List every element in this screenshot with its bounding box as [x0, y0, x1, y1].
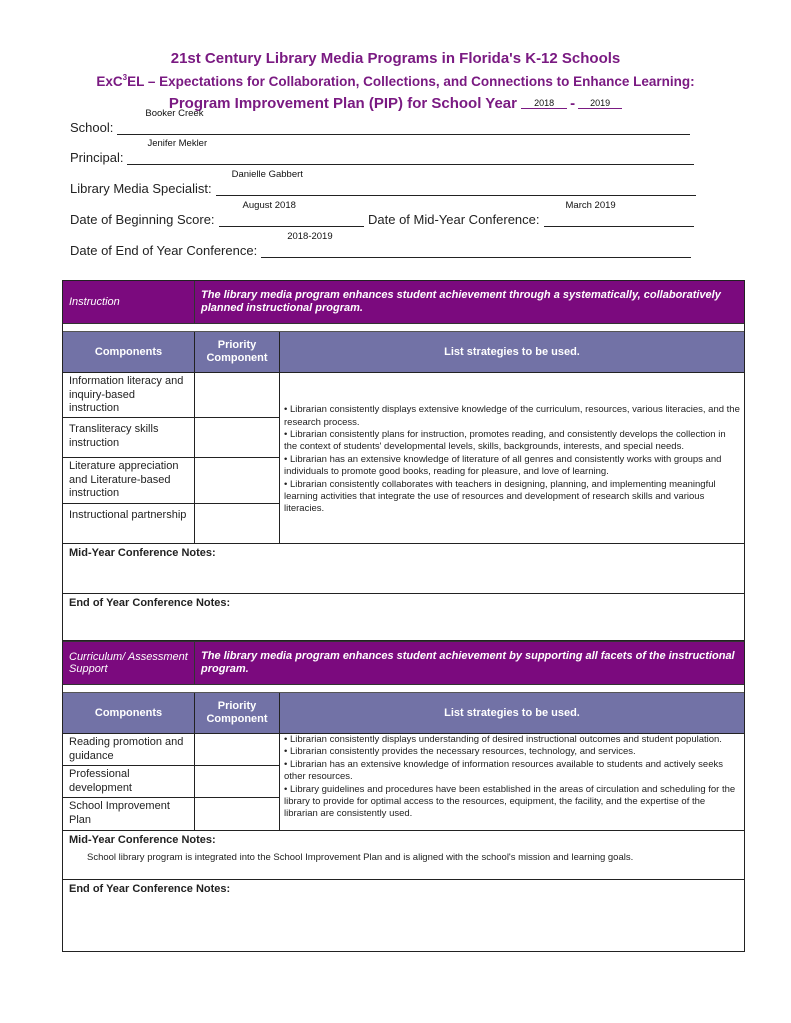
section-spacer: [63, 324, 744, 332]
strategy-item: • Librarian has an extensive knowledge of information resources available to students and actively seeks other resources.: [284, 758, 723, 783]
mid-year-field-row: [368, 200, 694, 227]
components-column-header: Components: [63, 332, 195, 372]
column-header-row: [63, 332, 744, 373]
strategy-item: • Librarian has an extensive knowledge of literature of all genres and consistently works with groups and individuals to promote good books, reading for pleasure, and love of learning.: [284, 453, 722, 478]
instruction-section-table: [62, 280, 745, 952]
mid-year-label: Date of Mid-Year Conference:: [368, 212, 540, 227]
school-input[interactable]: [117, 108, 690, 135]
mid-year-notes-text: School library program is integrated into the School Improvement Plan and is aligned with the school's mission and learning goals.: [87, 852, 634, 863]
school-year-end-field[interactable]: 2019: [578, 98, 622, 109]
priority-cell[interactable]: [195, 373, 280, 417]
principal-input[interactable]: [127, 138, 694, 165]
strategy-item: • Librarian consistently displays extensive knowledge of the curriculum, resources, various literacies, and the research process.: [284, 404, 740, 428]
strategies-column-header: List strategies to be used.: [444, 706, 580, 719]
strategy-item: • Librarian consistently plans for instruction, promotes reading, and consistently develops the collection in the context of students' developmental levels, skills, backgrounds, interests, and special needs.: [284, 428, 726, 453]
component-name: Information literacy and inquiry-based instruction: [63, 373, 195, 417]
beginning-score-label: Date of Beginning Score:: [70, 212, 215, 227]
priority-column-header: Priority Component: [195, 332, 280, 372]
priority-cell[interactable]: [195, 766, 280, 797]
component-row: [63, 418, 280, 458]
end-year-label: Date of End of Year Conference:: [70, 243, 258, 258]
principal-value: Jenifer Mekler: [147, 138, 208, 149]
section-header: [63, 281, 744, 324]
beginning-score-input[interactable]: [219, 200, 364, 227]
section-spacer: [63, 685, 744, 693]
components-column-header: Components: [63, 693, 195, 733]
column-header-row: [63, 693, 744, 734]
component-row: [63, 373, 280, 418]
specialist-value: Danielle Gabbert: [231, 169, 303, 180]
plan-heading-text: Program Improvement Plan (PIP) for School Year: [168, 95, 517, 112]
strategy-item: • Librarian consistently collaborates with teachers in designing, planning, and implementing meaningful learning activities that integrate the use of resources and development of research skills and various literacies.: [284, 478, 716, 515]
component-name: Instructional partnership: [63, 504, 195, 543]
subtitle-superscript: 3: [122, 73, 128, 82]
section-description: The library media program enhances student achievement through a systematically, collaboratively planned instructional program.: [201, 289, 721, 314]
end-year-notes-label: End of Year Conference Notes:: [69, 883, 231, 895]
priority-cell[interactable]: [195, 734, 280, 765]
principal-field-row: [70, 138, 694, 165]
beginning-score-field-row: [70, 200, 364, 227]
principal-label: Principal:: [70, 150, 124, 165]
component-name: Professional development: [63, 766, 195, 797]
mid-year-value: March 2019: [565, 200, 616, 211]
end-year-field-row: [70, 231, 691, 258]
strategies-cell[interactable]: [280, 373, 744, 543]
component-row: [63, 504, 280, 543]
components-body: [63, 373, 744, 544]
mid-year-notes-box[interactable]: [63, 831, 744, 880]
school-value: Booker Creek: [145, 108, 204, 119]
end-year-notes-box[interactable]: [63, 594, 744, 641]
mid-year-notes-box[interactable]: [63, 544, 744, 594]
priority-cell[interactable]: [195, 418, 280, 457]
section-name: Instruction: [63, 281, 195, 323]
subtitle-suffix: EL – Expectations for Collaboration, Collections, and Connections to Enhance Learning:: [127, 74, 695, 89]
component-row: [63, 766, 280, 798]
strategy-item: • Library guidelines and procedures have been established in the areas of circulation and scheduling for the library to provide for optimal access to the resources, equipment, the facility, and the expertise of the librarian are consistently used.: [284, 783, 736, 820]
section-name: Curriculum/ Assessment Support: [63, 642, 195, 684]
section-header: [63, 641, 744, 685]
plan-heading: [0, 95, 791, 112]
mid-year-notes-label: Mid-Year Conference Notes:: [69, 834, 216, 846]
component-name: Reading promotion and guidance: [63, 734, 195, 765]
school-field-row: [70, 108, 690, 135]
mid-year-notes-label: Mid-Year Conference Notes:: [69, 547, 216, 559]
specialist-field-row: [70, 169, 696, 196]
strategies-cell[interactable]: [280, 734, 744, 830]
specialist-label: Library Media Specialist:: [70, 181, 212, 196]
year-dash: -: [570, 95, 576, 112]
school-year-start-field[interactable]: 2018: [521, 98, 567, 109]
subtitle-prefix: ExC: [96, 74, 123, 89]
components-body: [63, 734, 744, 831]
strategy-item: • Librarian consistently displays understanding of desired instructional outcomes and student population.: [284, 734, 722, 745]
end-year-input[interactable]: [261, 231, 691, 258]
priority-cell[interactable]: [195, 798, 280, 830]
section-description: The library media program enhances student achievement by supporting all facets of the instructional program.: [201, 650, 735, 675]
end-year-notes-box[interactable]: [63, 880, 744, 951]
end-year-notes-label: End of Year Conference Notes:: [69, 597, 231, 609]
component-name: Literature appreciation and Literature-based instruction: [63, 458, 195, 503]
priority-column-header: Priority Component: [195, 693, 280, 733]
component-row: [63, 734, 280, 766]
specialist-input[interactable]: [216, 169, 696, 196]
end-year-value: 2018-2019: [287, 231, 333, 242]
document-title: 21st Century Library Media Programs in Florida's K-12 Schools: [170, 50, 621, 67]
component-row: [63, 458, 280, 504]
priority-cell[interactable]: [195, 504, 280, 543]
strategy-item: • Librarian consistently provides the necessary resources, technology, and services.: [284, 746, 636, 758]
beginning-score-value: August 2018: [242, 200, 296, 211]
mid-year-input[interactable]: [544, 200, 694, 227]
document-subtitle: [0, 73, 791, 89]
component-row: [63, 798, 280, 830]
strategies-column-header: List strategies to be used.: [444, 345, 580, 358]
school-label: School:: [70, 120, 114, 135]
component-name: School Improvement Plan: [63, 798, 195, 830]
priority-cell[interactable]: [195, 458, 280, 503]
component-name: Transliteracy skills instruction: [63, 418, 195, 457]
